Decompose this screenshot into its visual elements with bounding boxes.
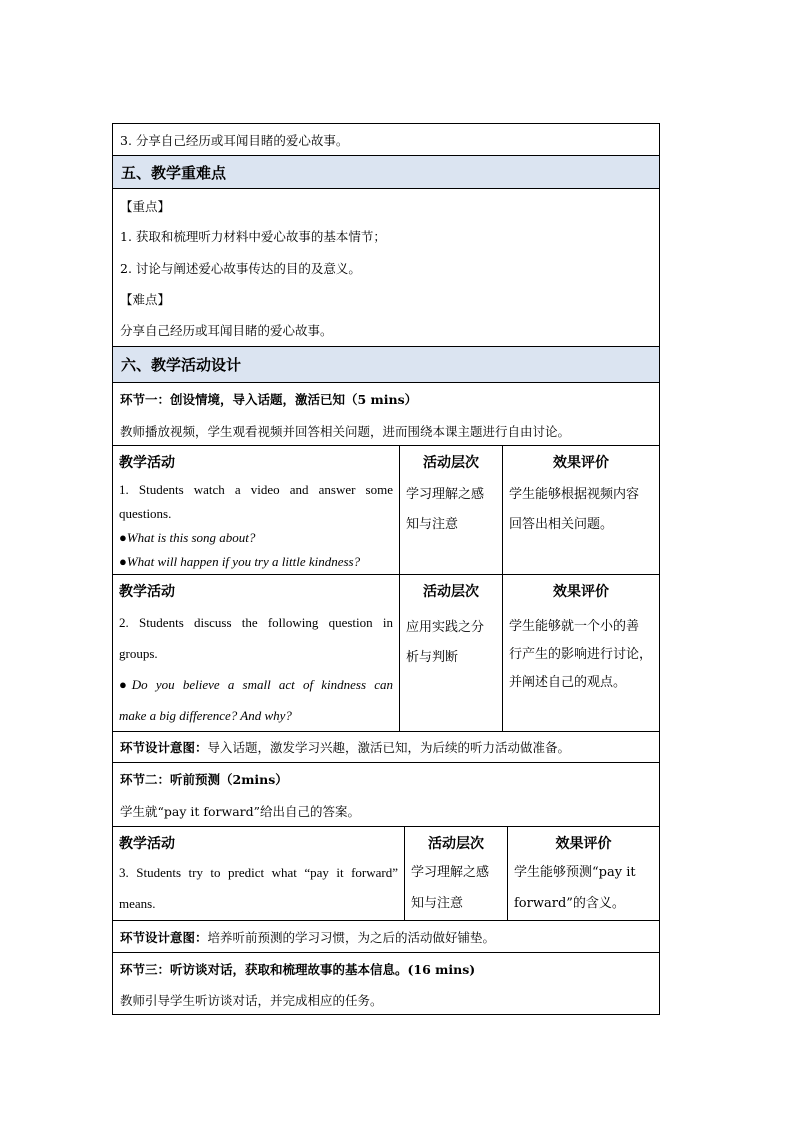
section-5-content bbox=[112, 188, 660, 346]
level-cell bbox=[400, 446, 503, 574]
difficult-point-1 bbox=[113, 314, 659, 346]
stage-1-title bbox=[113, 383, 659, 415]
stage-2-intent bbox=[112, 920, 660, 952]
lesson-plan-table bbox=[112, 123, 660, 1015]
stage-1-activity-row-2 bbox=[112, 574, 660, 731]
evaluation-text-line: 学生能够就一个小的善 bbox=[509, 619, 640, 634]
evaluation-text-line: 学生能够预测“pay it bbox=[514, 865, 636, 880]
stage-2-desc bbox=[113, 795, 659, 827]
level-text-line: 学习理解之感 bbox=[411, 865, 490, 880]
evaluation-cell bbox=[503, 446, 659, 574]
stage-2-activity-row bbox=[112, 826, 660, 920]
activity-question: make a big difference? And why? bbox=[119, 708, 292, 723]
stage-1-title-text: 环节一：创设情境，导入话题，激活已知（5 mins） bbox=[120, 392, 418, 407]
activity-text-line: questions. bbox=[119, 506, 172, 521]
key-point-2 bbox=[113, 252, 659, 284]
stage-2-title bbox=[113, 763, 659, 795]
level-text-line: 知与注意 bbox=[411, 896, 464, 911]
stage-1-intent bbox=[112, 731, 660, 762]
section-5-title: 五、教学重难点 bbox=[121, 163, 227, 182]
evaluation-text-line: 并阐述自己的观点。 bbox=[509, 675, 627, 690]
evaluation-text-line: forward”的含义。 bbox=[514, 896, 625, 911]
activity-question: ●Do you believe a small act of kindness can bbox=[119, 677, 393, 692]
intent-text: 培养听前预测的学习习惯，为之后的活动做好铺垫。 bbox=[207, 929, 496, 945]
evaluation-header: 效果评价 bbox=[555, 836, 612, 852]
objective-item-3-text: 3. 分享自己经历或耳闻目睹的爱心故事。 bbox=[120, 132, 349, 148]
activity-question: ●What is this song about? bbox=[119, 530, 256, 545]
level-text-line: 析与判断 bbox=[406, 650, 459, 665]
level-text-line: 应用实践之分 bbox=[406, 620, 485, 635]
evaluation-cell bbox=[503, 575, 659, 731]
level-text-line: 知与注意 bbox=[406, 517, 459, 532]
stage-1-block bbox=[112, 382, 660, 445]
evaluation-text-line: 行产生的影响进行讨论， bbox=[509, 647, 653, 662]
level-cell bbox=[400, 575, 503, 731]
activity-header: 教学活动 bbox=[119, 584, 175, 600]
evaluation-header: 效果评价 bbox=[553, 455, 609, 471]
key-points-label-text: 【重点】 bbox=[120, 198, 171, 214]
key-points-label bbox=[113, 189, 659, 220]
level-header: 活动层次 bbox=[423, 584, 479, 600]
stage-1-desc-text: 教师播放视频，学生观看视频并回答相关问题，进而围绕本课主题进行自由讨论。 bbox=[120, 423, 571, 439]
activity-cell bbox=[113, 575, 400, 731]
activity-header: 教学活动 bbox=[119, 455, 175, 471]
activity-text-line: groups. bbox=[119, 646, 158, 661]
section-6-heading bbox=[112, 346, 660, 382]
difficult-point-1-text: 分享自己经历或耳闻目睹的爱心故事。 bbox=[120, 323, 333, 338]
level-text-line: 学习理解之感 bbox=[406, 487, 485, 502]
level-header: 活动层次 bbox=[423, 455, 479, 471]
stage-1-desc bbox=[113, 415, 659, 446]
evaluation-text-line: 学生能够根据视频内容 bbox=[509, 487, 640, 502]
activity-text-line: means. bbox=[119, 896, 156, 911]
stage-1-activity-row-1 bbox=[112, 445, 660, 574]
activity-text-line: 3. Students try to predict what “pay it forward” bbox=[119, 865, 398, 880]
stage-2-desc-text: 学生就“pay it forward”给出自己的答案。 bbox=[120, 804, 361, 819]
evaluation-header: 效果评价 bbox=[553, 584, 609, 600]
key-point-1 bbox=[113, 220, 659, 252]
section-5-heading bbox=[112, 155, 660, 188]
evaluation-text-line: 回答出相关问题。 bbox=[509, 517, 614, 532]
stage-2-title-text: 环节二：听前预测（2mins） bbox=[120, 772, 288, 787]
activity-cell bbox=[113, 827, 405, 920]
objective-item-3 bbox=[112, 123, 660, 155]
stage-3-block bbox=[112, 952, 660, 1015]
difficult-points-label bbox=[113, 284, 659, 314]
evaluation-cell bbox=[508, 827, 659, 920]
activity-header: 教学活动 bbox=[119, 836, 175, 852]
activity-cell bbox=[113, 446, 400, 574]
section-6-title: 六、教学活动设计 bbox=[121, 356, 242, 374]
activity-text-line: 2. Students discuss the following question in bbox=[119, 615, 393, 630]
intent-label: 环节设计意图： bbox=[120, 929, 208, 945]
difficult-points-label-text: 【难点】 bbox=[120, 292, 171, 307]
stage-2-block bbox=[112, 762, 660, 826]
intent-text: 导入话题，激发学习兴趣，激活已知，为后续的听力活动做准备。 bbox=[207, 740, 571, 755]
stage-3-title-text: 环节三：听访谈对话，获取和梳理故事的基本信息。(16 mins) bbox=[120, 962, 476, 977]
level-header: 活动层次 bbox=[428, 836, 484, 852]
stage-3-desc bbox=[113, 985, 659, 1015]
stage-3-desc-text: 教师引导学生听访谈对话，并完成相应的任务。 bbox=[120, 993, 383, 1008]
activity-question: ●What will happen if you try a little kindness? bbox=[119, 554, 361, 569]
key-point-1-text: 1. 获取和梳理听力材料中爱心故事的基本情节； bbox=[120, 229, 386, 244]
stage-3-title bbox=[113, 953, 659, 985]
intent-label: 环节设计意图： bbox=[120, 740, 208, 755]
activity-text-line: 1. Students watch a video and answer some bbox=[119, 482, 393, 497]
level-cell bbox=[405, 827, 508, 920]
key-point-2-text: 2. 讨论与阐述爱心故事传达的目的及意义。 bbox=[120, 261, 361, 276]
